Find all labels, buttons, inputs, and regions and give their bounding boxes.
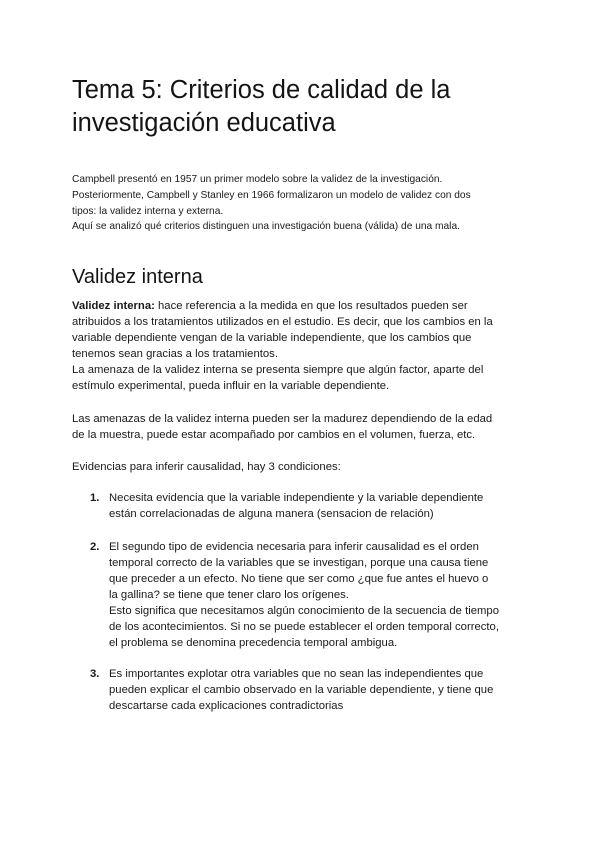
list-line: pueden explicar el cambio observado en la variable dependiente, y tiene que	[109, 684, 494, 696]
list-number: 2.	[90, 541, 100, 553]
intro-line: Aquí se analizó qué criterios distinguen una investigación buena (válida) de una mala.	[72, 221, 460, 233]
list-line: Esto significa que necesitamos algún conocimiento de la secuencia de tiempo	[109, 605, 499, 617]
evidence-intro	[72, 459, 534, 475]
paragraph-line: atribuidos a los tratamientos utilizados en el estudio. Es decir, que los cambios en la	[72, 316, 493, 328]
paragraph-line: Las amenazas de la validez interna pueden ser la madurez dependiendo de la edad	[72, 413, 493, 425]
list-item-text	[109, 539, 499, 651]
list-line: temporal correcto de la variables que se investigan, porque una causa tiene	[109, 557, 489, 569]
list-line: que preceder a un efecto. No tiene que ser como ¿que fue antes el huevo o	[109, 573, 489, 585]
list-item-text	[109, 666, 493, 714]
list-line: la gallina? se tiene que tener claro los orígenes.	[109, 589, 349, 601]
threats-paragraph	[72, 411, 534, 443]
paragraph-line	[72, 298, 534, 314]
intro-line: tipos: la validez interna y externa.	[72, 205, 224, 217]
definition-label: Validez interna:	[72, 300, 155, 312]
list-line: están correlacionadas de alguna manera (sensacion de relación)	[109, 508, 434, 520]
list-item-text	[109, 490, 483, 522]
list-line: descartarse cada explicaciones contradictorias	[109, 700, 344, 712]
list-line: Es importantes explotar otra variables que no sean las independientes que	[109, 668, 484, 680]
list-line: Necesita evidencia que la variable independiente y la variable dependiente	[109, 492, 484, 504]
list-number: 1.	[90, 492, 100, 504]
intro-line: Campbell presentó en 1957 un primer modelo sobre la validez de la investigación.	[72, 174, 443, 185]
section-heading: Validez interna	[72, 266, 203, 288]
title-line: investigación educativa	[72, 109, 336, 137]
page-title	[72, 74, 532, 140]
paragraph-line: de la muestra, puede estar acompañado por cambios en el volumen, fuerza, etc.	[72, 429, 476, 441]
paragraph-text: hace referencia a la medida en que los resultados pueden ser	[154, 300, 468, 312]
list-line: de los acontecimientos. Si no se puede establecer el orden temporal correcto,	[109, 621, 499, 633]
intro-paragraph	[72, 172, 532, 235]
definition-paragraph	[72, 298, 534, 394]
paragraph-line: Evidencias para inferir causalidad, hay 3 condiciones:	[72, 461, 341, 473]
paragraph-line: tenemos sean gracias a los tratamientos.	[72, 348, 278, 360]
intro-line: Posteriormente, Campbell y Stanley en 1966 formalizaron un modelo de validez con dos	[72, 189, 471, 201]
list-line: El segundo tipo de evidencia necesaria para inferir causalidad es el orden	[109, 541, 479, 553]
title-line: Tema 5: Criterios de calidad de la	[72, 76, 451, 104]
paragraph-line: variable dependiente vengan de la variable independiente, que los cambios que	[72, 332, 472, 344]
paragraph-line: La amenaza de la validez interna se presenta siempre que algún factor, aparte del	[72, 364, 484, 376]
list-line: el problema se denomina precedencia temporal ambigua.	[109, 637, 398, 649]
list-number: 3.	[90, 668, 100, 680]
paragraph-line: estímulo experimental, pueda influir en la variable dependiente.	[72, 380, 390, 392]
